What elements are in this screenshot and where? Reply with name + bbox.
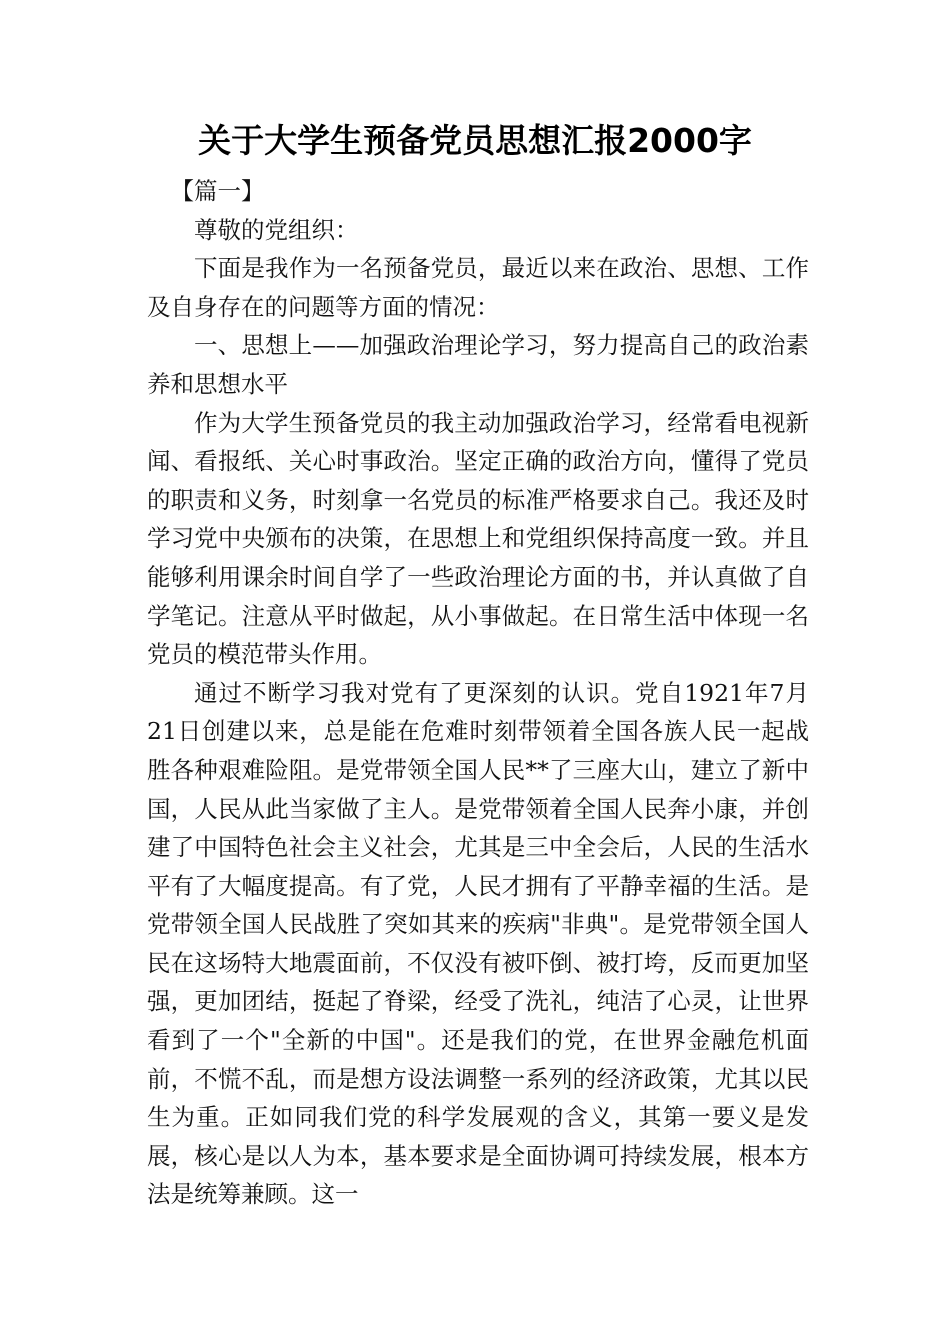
paragraph-study: 作为大学生预备党员的我主动加强政治学习，经常看电视新闻、看报纸、关心时事政治。坚定正确的政治方向，懂得了党员的职责和义务，时刻拿一名党员的标准严格要求自己。我还及时学习党中央颁布的决策，在思想上和党组织保持高度一致。并且能够利用课余时间自学了一些政治理论方面的书，并认真做了自学笔记。注意从平时做起，从小事做起。在日常生活中体现一名党员的模范带头作用。 <box>147 408 809 669</box>
document-body <box>147 172 809 1214</box>
paragraph-intro: 下面是我作为一名预备党员，最近以来在政治、思想、工作及自身存在的问题等方面的情况： <box>147 254 809 321</box>
section-label: 【篇一】 <box>170 177 265 205</box>
paragraph-party-history: 通过不断学习我对党有了更深刻的认识。党自1921年7月21日创建以来，总是能在危难时刻带领着全国各族人民一起战胜各种艰难险阻。是党带领全国人民**了三座大山，建立了新中国，人民从此当家做了主人。是党带领着全国人民奔小康，并创建了中国特色社会主义社会，尤其是三中全会后，人民的生活水平有了大幅度提高。有了党，人民才拥有了平静幸福的生活。是党带领全国人民战胜了突如其来的疾病"非典"。是党带领全国人民在这场特大地震面前，不仅没有被吓倒、被打垮，反而更加坚强，更加团结，挺起了脊梁，经受了洗礼，纯洁了心灵，让世界看到了一个"全新的中国"。还是我们的党，在世界金融危机面前，不慌不乱，而是想方设法调整一系列的经济政策，尤其以民生为重。正如同我们党的科学发展观的含义，其第一要义是发展，核心是以人为本，基本要求是全面协调可持续发展，根本方法是统筹兼顾。这一 <box>147 678 809 1209</box>
document-title: 关于大学生预备党员思想汇报2000字 <box>198 121 752 160</box>
heading-thought: 一、思想上——加强政治理论学习，努力提高自己的政治素养和思想水平 <box>147 331 809 398</box>
salutation: 尊敬的党组织： <box>194 215 359 244</box>
